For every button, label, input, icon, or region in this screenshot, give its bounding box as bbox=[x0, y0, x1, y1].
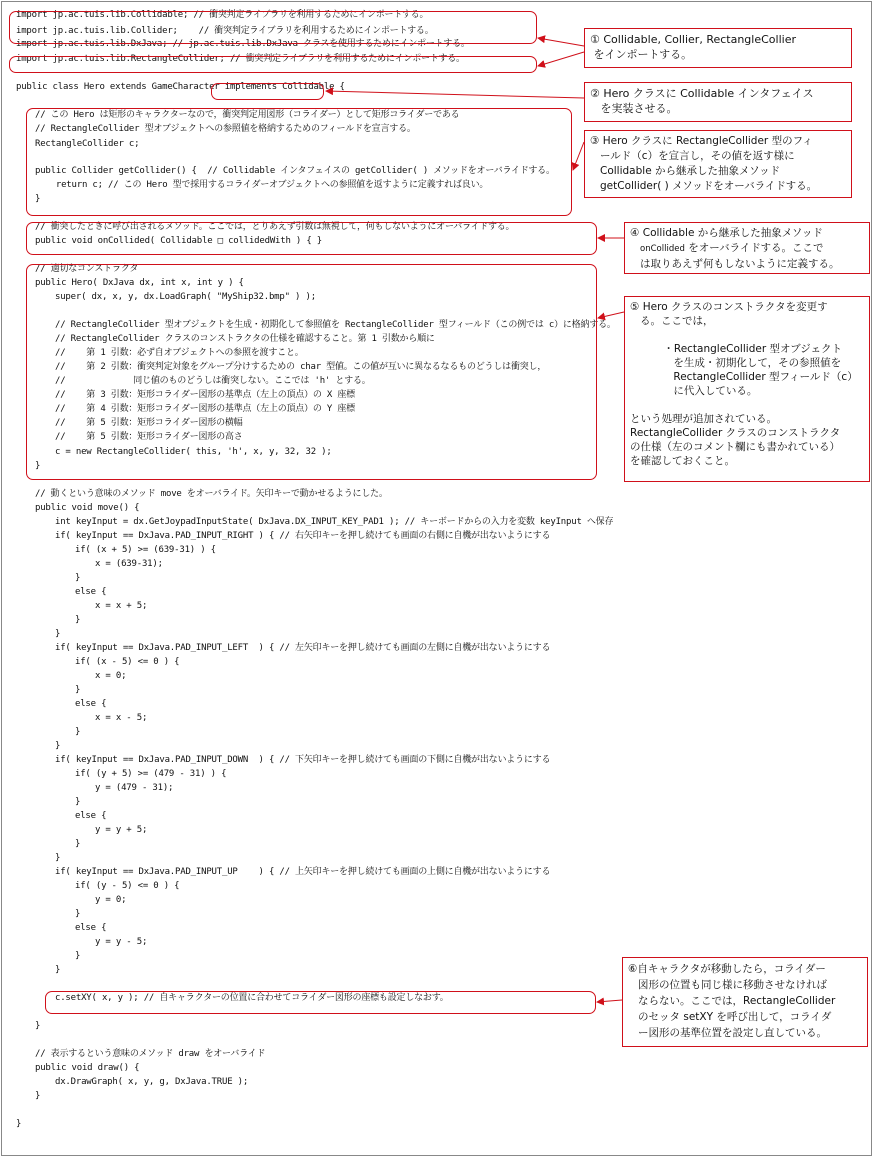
arrow-note5 bbox=[598, 312, 624, 318]
code-line: } bbox=[75, 797, 81, 807]
code-line: } bbox=[75, 573, 81, 583]
code-line: if( keyInput == DxJava.PAD_INPUT_UP ) { // 上矢印キーを押し続けても画面の上側に自機が出ないようにする bbox=[55, 867, 551, 877]
code-line: } bbox=[35, 1091, 41, 1101]
code-line: super( dx, x, y, dx.LoadGraph( "MyShip32.bmp" ) ); bbox=[55, 292, 316, 302]
code-line: public Hero( DxJava dx, int x, int y ) { bbox=[35, 278, 244, 288]
code-line: else { bbox=[75, 923, 107, 933]
code-line: if( (y + 5) >= (479 - 31) ) { bbox=[75, 769, 227, 779]
code-line: if( (x + 5) >= (639-31) ) { bbox=[75, 545, 216, 555]
note-4-method-name: onCollided bbox=[640, 244, 685, 254]
arrow-note6 bbox=[597, 1000, 622, 1002]
code-line: } bbox=[55, 629, 61, 639]
arrow-note1-a bbox=[538, 38, 584, 46]
code-line: y = 0; bbox=[95, 895, 127, 905]
code-line: // この Hero は矩形のキャラクターなので，衝突判定用図形（コライダー）として矩形コライダーである bbox=[35, 110, 460, 120]
note-5-constructor: ⑤ Hero クラスのコンストラクタを変更す る。ここでは， ・RectangleCollider 型オブジェクト を生成・初期化して，その参照値を RectangleCollider 型フィールド（c） に代入している。 という処理が追加されている。 RectangleCollider クラスのコンストラクタ の仕様（左のコメント欄にも書かれている） を確認しておくこと。 bbox=[624, 296, 870, 482]
code-line: // 第 5 引数：矩形コライダー図形の横幅 bbox=[55, 418, 243, 428]
code-line: } bbox=[55, 965, 61, 975]
arrow-note3 bbox=[573, 142, 584, 170]
code-line: import jp.ac.tuis.lib.Collider; // 衝突判定ライブラリを利用するためにインポートする。 bbox=[16, 26, 434, 36]
note-4-text-a: ④ Collidable から継承した抽象メソッド bbox=[630, 227, 823, 239]
arrow-note1-b bbox=[538, 52, 584, 66]
code-line: // 同じ値のものどうしは衝突しない。ここでは 'h' とする。 bbox=[55, 376, 371, 386]
code-line: import jp.ac.tuis.lib.Collidable; // 衝突判定ライブラリを利用するためにインポートする。 bbox=[16, 10, 429, 20]
code-line: x = x - 5; bbox=[95, 713, 148, 723]
code-line: public void move() { bbox=[35, 503, 140, 513]
code-line: // 表示するという意味のメソッド draw をオーバライド bbox=[35, 1049, 266, 1059]
code-line: dx.DrawGraph( x, y, g, DxJava.TRUE ); bbox=[55, 1077, 249, 1087]
code-line: x = (639-31); bbox=[95, 559, 163, 569]
code-line: } bbox=[35, 1021, 41, 1031]
code-line: // RectangleCollider 型オブジェクトを生成・初期化して参照値を RectangleCollider 型フィールド（この例では c）に格納する。 bbox=[55, 320, 616, 330]
code-line: import jp.ac.tuis.lib.DxJava; // jp.ac.tuis.lib.DxJava クラスを使用するためにインポートする。 bbox=[16, 39, 470, 49]
code-line: } bbox=[35, 194, 41, 204]
code-line: // 第 5 引数：矩形コライダー図形の高さ bbox=[55, 432, 243, 442]
code-line: else { bbox=[75, 587, 107, 597]
code-line: else { bbox=[75, 811, 107, 821]
code-line: // RectangleCollider 型オブジェクトへの参照値を格納するためのフィールドを宣言する。 bbox=[35, 124, 416, 134]
code-line: c.setXY( x, y ); // 自キャラクターの位置に合わせてコライダー図形の座標も設定しなおす。 bbox=[55, 993, 449, 1003]
code-line: // 衝突したときに呼び出されるメソッド。ここでは，とりあえず引数は無視して，何もしないようにオーバライドする。 bbox=[35, 222, 515, 232]
code-line: if( keyInput == DxJava.PAD_INPUT_LEFT ) { // 左矢印キーを押し続けても画面の左側に自機が出ないようにする bbox=[55, 643, 551, 653]
code-line: // 第 1 引数：必ず自オブジェクトへの参照を渡すこと。 bbox=[55, 348, 304, 358]
code-line: if( (x - 5) <= 0 ) { bbox=[75, 657, 180, 667]
code-line: c = new RectangleCollider( this, 'h', x, y, 32, 32 ); bbox=[55, 447, 332, 457]
code-line: } bbox=[16, 1119, 22, 1129]
code-line: if( keyInput == DxJava.PAD_INPUT_DOWN ) { // 下矢印キーを押し続けても画面の下側に自機が出ないようにする bbox=[55, 755, 551, 765]
note-6-setxy: ⑥自キャラクタが移動したら，コライダー 図形の位置も同じ様に移動させなければ ならない。ここでは，RectangleCollider のセッタ setXY を呼び出して，コライダ ー図形の基準位置を設定し直している。 bbox=[622, 957, 868, 1047]
code-line: } bbox=[75, 685, 81, 695]
code-line: x = 0; bbox=[95, 671, 127, 681]
code-line: // 第 4 引数：矩形コライダー図形の基準点（左上の頂点）の Y 座標 bbox=[55, 404, 355, 414]
code-line: } bbox=[55, 741, 61, 751]
code-line: y = y - 5; bbox=[95, 937, 148, 947]
code-line: // 適切なコンストラクタ bbox=[35, 264, 139, 274]
code-line: // 第 2 引数：衝突判定対象をグループ分けするための char 型値。この値が互いに異なるなるものどうしは衝突し， bbox=[55, 362, 547, 372]
code-line: x = x + 5; bbox=[95, 601, 148, 611]
code-line: } bbox=[35, 461, 41, 471]
code-line: if( (y - 5) <= 0 ) { bbox=[75, 881, 180, 891]
code-line: import jp.ac.tuis.lib.RectangleCollider; // 衝突判定ライブラリを利用するためにインポートする。 bbox=[16, 54, 465, 64]
code-line: public void draw() { bbox=[35, 1063, 140, 1073]
arrow-note2 bbox=[326, 91, 584, 98]
code-line: public Collider getCollider() { // Collidable インタフェイスの getCollider( ) メソッドをオーバライドする。 bbox=[35, 166, 555, 176]
code-line: y = (479 - 31); bbox=[95, 783, 174, 793]
code-line: public void onCollided( Collidable □ collidedWith ) { } bbox=[35, 236, 323, 246]
code-line: int keyInput = dx.GetJoypadInputState( DxJava.DX_INPUT_KEY_PAD1 ); // キーボードからの入力を変数 keyInput へ保存 bbox=[55, 517, 614, 527]
note-4-text-b: をオーバライドする。ここで は取りあえず何もしないように定義する。 bbox=[640, 242, 840, 270]
note-3-getcollider: ③ Hero クラスに RectangleCollider 型のフィ ールド（c）を宣言し，その値を返す様に Collidable から継承した抽象メソッド getCollider( ) メソッドをオーバライドする。 bbox=[584, 130, 852, 198]
note-1-imports: ① Collidable, Collier, RectangleCollier をインポートする。 bbox=[584, 28, 852, 68]
code-line: } bbox=[75, 839, 81, 849]
code-line: public class Hero extends GameCharacter implements Collidable { bbox=[16, 82, 345, 92]
code-line: // 第 3 引数：矩形コライダー図形の基準点（左上の頂点）の X 座標 bbox=[55, 390, 355, 400]
code-line: else { bbox=[75, 699, 107, 709]
code-line: } bbox=[75, 615, 81, 625]
code-line: RectangleCollider c; bbox=[35, 139, 140, 149]
code-line: return c; // この Hero 型で採用するコライダーオブジェクトへの参照値を返すように定義すれば良い。 bbox=[35, 180, 489, 190]
code-line: } bbox=[75, 727, 81, 737]
code-line: // RectangleCollider クラスのコンストラクタの仕様を確認すること。第 1 引数から順に bbox=[55, 334, 435, 344]
note-2-implements: ② Hero クラスに Collidable インタフェイス を実装させる。 bbox=[584, 82, 852, 122]
code-line: y = y + 5; bbox=[95, 825, 148, 835]
code-line: } bbox=[75, 951, 81, 961]
code-line: } bbox=[55, 853, 61, 863]
code-line: if( keyInput == DxJava.PAD_INPUT_RIGHT ) { // 右矢印キーを押し続けても画面の右側に自機が出ないようにする bbox=[55, 531, 551, 541]
code-line: } bbox=[75, 909, 81, 919]
code-line: // 動くという意味のメソッド move をオーバライド。矢印キーで動かせるようにした。 bbox=[35, 489, 388, 499]
